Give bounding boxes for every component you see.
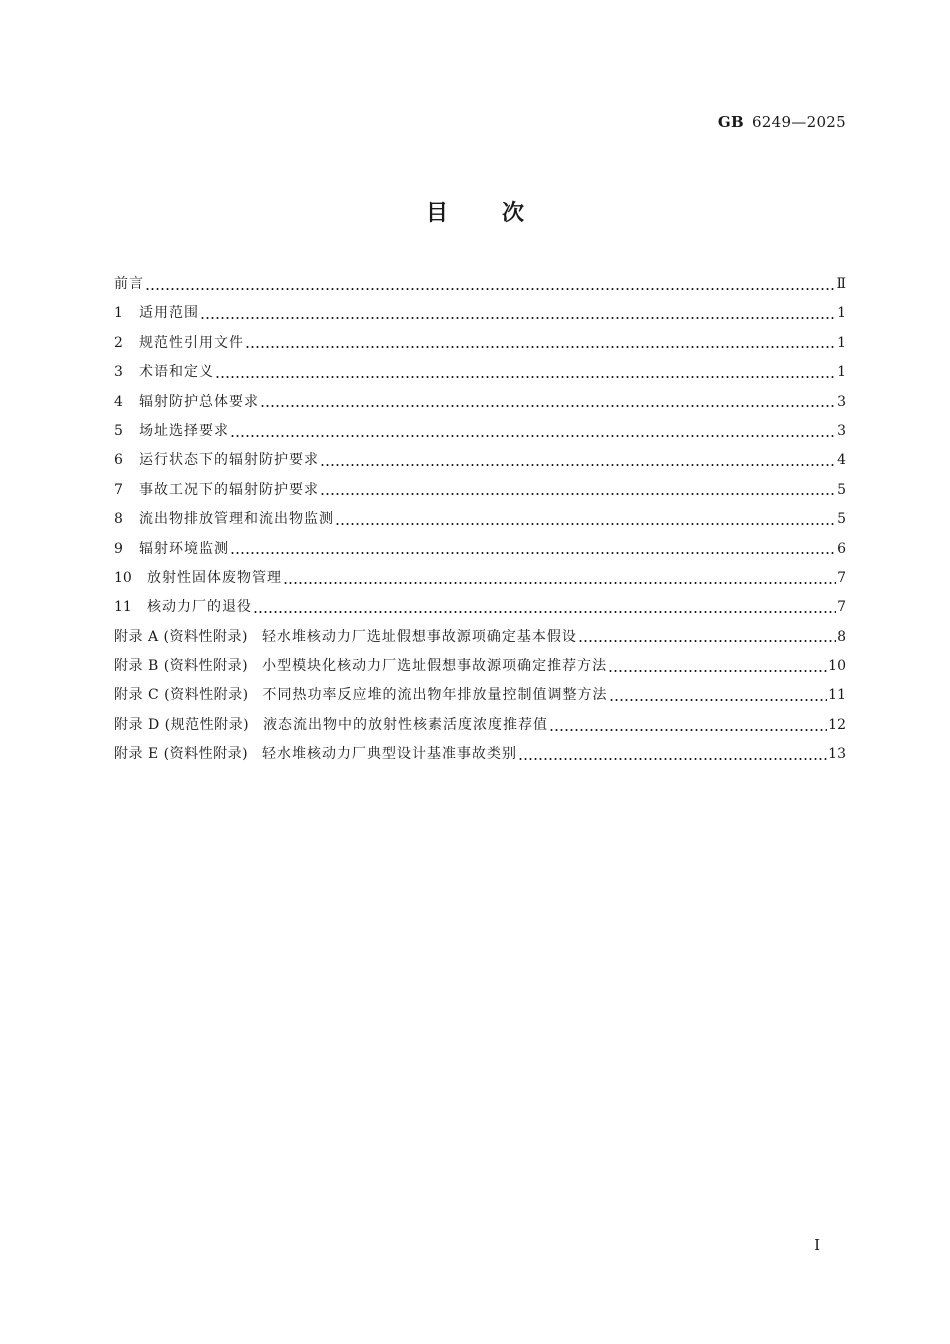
toc-entry-title: 适用范围 bbox=[139, 305, 199, 322]
toc-entry-appendix-c[interactable] bbox=[114, 681, 846, 710]
toc-entry-number: 7 bbox=[114, 481, 123, 498]
toc-entry-page: 7 bbox=[837, 569, 846, 586]
toc-entry-title: 事故工况下的辐射防护要求 bbox=[139, 481, 319, 498]
toc-entry-page: 7 bbox=[837, 599, 846, 616]
toc-entry-page: 8 bbox=[837, 628, 846, 645]
toc-entry-appendix-d[interactable] bbox=[114, 711, 846, 740]
toc-dot-leader bbox=[245, 336, 836, 350]
toc-dot-leader bbox=[145, 278, 835, 292]
toc-entry-page: 12 bbox=[828, 716, 846, 733]
toc-entry-page: 11 bbox=[828, 687, 846, 704]
toc-entry-number: 附录 A (资料性附录) bbox=[114, 628, 248, 645]
toc-entry-page: 5 bbox=[837, 481, 846, 498]
toc-entry-number: 2 bbox=[114, 334, 123, 351]
toc-entry-8[interactable] bbox=[114, 505, 846, 534]
toc-entry-number: 1 bbox=[114, 305, 123, 322]
toc-entry-page: 10 bbox=[828, 658, 846, 675]
toc-entry-title: 运行状态下的辐射防护要求 bbox=[139, 452, 319, 469]
toc-entry-appendix-e[interactable] bbox=[114, 740, 846, 769]
toc-entry-title: 流出物排放管理和流出物监测 bbox=[139, 511, 334, 528]
toc-dot-leader bbox=[518, 748, 827, 762]
toc-entry-title: 轻水堆核动力厂典型设计基准事故类别 bbox=[262, 746, 518, 763]
toc-entry-page: 1 bbox=[837, 305, 846, 322]
toc-dot-leader bbox=[320, 454, 836, 468]
toc-entry-number: 5 bbox=[114, 422, 123, 439]
toc-entry-number: 附录 B (资料性附录) bbox=[114, 658, 249, 675]
toc-entry-title: 小型模块化核动力厂选址假想事故源项确定推荐方法 bbox=[262, 658, 608, 675]
toc-entry-page: 1 bbox=[837, 334, 846, 351]
toc-entry-page: 4 bbox=[837, 452, 846, 469]
toc-entry-page: 5 bbox=[837, 511, 846, 528]
page-number: I bbox=[814, 1236, 820, 1254]
toc-entry-10[interactable] bbox=[114, 564, 846, 593]
toc-entry-4[interactable] bbox=[114, 388, 846, 417]
toc-entry-number: 附录 C (资料性附录) bbox=[114, 687, 249, 704]
toc-dot-leader bbox=[260, 395, 836, 409]
toc-dot-leader bbox=[230, 425, 836, 439]
toc-entry-page: 13 bbox=[828, 746, 846, 763]
toc-entry-page: 6 bbox=[837, 540, 846, 557]
toc-entry-number: 9 bbox=[114, 540, 123, 557]
toc-entry-page: 1 bbox=[837, 364, 846, 381]
toc-entry-5[interactable] bbox=[114, 417, 846, 446]
toc-entry-title: 轻水堆核动力厂选址假想事故源项确定基本假设 bbox=[261, 628, 577, 645]
toc-entry-title: 核动力厂的退役 bbox=[147, 599, 252, 616]
toc-entry-appendix-a[interactable] bbox=[114, 623, 846, 652]
toc-dot-leader bbox=[335, 513, 836, 527]
standard-number: 6249—2025 bbox=[751, 113, 846, 131]
toc-entry-number: 8 bbox=[114, 511, 123, 528]
toc-dot-leader bbox=[253, 601, 836, 615]
toc-entry-title: 液态流出物中的放射性核素活度浓度推荐值 bbox=[263, 716, 549, 733]
table-of-contents bbox=[114, 270, 846, 770]
toc-dot-leader bbox=[549, 719, 827, 733]
gb-label: GB bbox=[717, 113, 744, 131]
toc-entry-number: 4 bbox=[114, 393, 123, 410]
toc-entry-title: 辐射防护总体要求 bbox=[139, 393, 259, 410]
toc-dot-leader bbox=[200, 307, 836, 321]
toc-entry-page: Ⅱ bbox=[836, 276, 846, 292]
toc-entry-title: 规范性引用文件 bbox=[139, 334, 244, 351]
toc-entry-3[interactable] bbox=[114, 358, 846, 387]
toc-entry-number: 10 bbox=[114, 569, 132, 586]
toc-entry-11[interactable] bbox=[114, 593, 846, 622]
toc-entry-page: 3 bbox=[837, 422, 846, 439]
page-title: 目次 bbox=[425, 201, 578, 226]
toc-entry-title: 前言 bbox=[114, 276, 144, 292]
toc-entry-number: 附录 E (资料性附录) bbox=[114, 746, 249, 763]
toc-entry-number: 6 bbox=[114, 452, 123, 469]
toc-entry-title: 不同热功率反应堆的流出物年排放量控制值调整方法 bbox=[262, 687, 608, 704]
toc-entry-appendix-b[interactable] bbox=[114, 652, 846, 681]
toc-dot-leader bbox=[283, 572, 836, 586]
toc-dot-leader bbox=[215, 366, 836, 380]
toc-dot-leader bbox=[578, 630, 836, 644]
toc-entry-6[interactable] bbox=[114, 446, 846, 475]
toc-entry-number: 11 bbox=[114, 599, 132, 616]
toc-entry-title: 放射性固体废物管理 bbox=[147, 569, 282, 586]
toc-entry-title: 辐射环境监测 bbox=[139, 540, 229, 557]
toc-dot-leader bbox=[609, 689, 828, 703]
toc-entry-number: 附录 D (规范性附录) bbox=[114, 716, 250, 733]
toc-entry-2[interactable] bbox=[114, 329, 846, 358]
toc-entry-page: 3 bbox=[837, 393, 846, 410]
toc-entry-title: 场址选择要求 bbox=[139, 422, 229, 439]
standard-code-header bbox=[718, 113, 846, 131]
toc-dot-leader bbox=[608, 660, 827, 674]
toc-entry-title: 术语和定义 bbox=[139, 364, 214, 381]
toc-entry-7[interactable] bbox=[114, 476, 846, 505]
toc-dot-leader bbox=[230, 542, 836, 556]
toc-entry-preface[interactable] bbox=[114, 270, 846, 299]
toc-entry-number: 3 bbox=[114, 364, 123, 381]
toc-entry-9[interactable] bbox=[114, 535, 846, 564]
toc-dot-leader bbox=[320, 483, 836, 497]
toc-entry-1[interactable] bbox=[114, 299, 846, 328]
